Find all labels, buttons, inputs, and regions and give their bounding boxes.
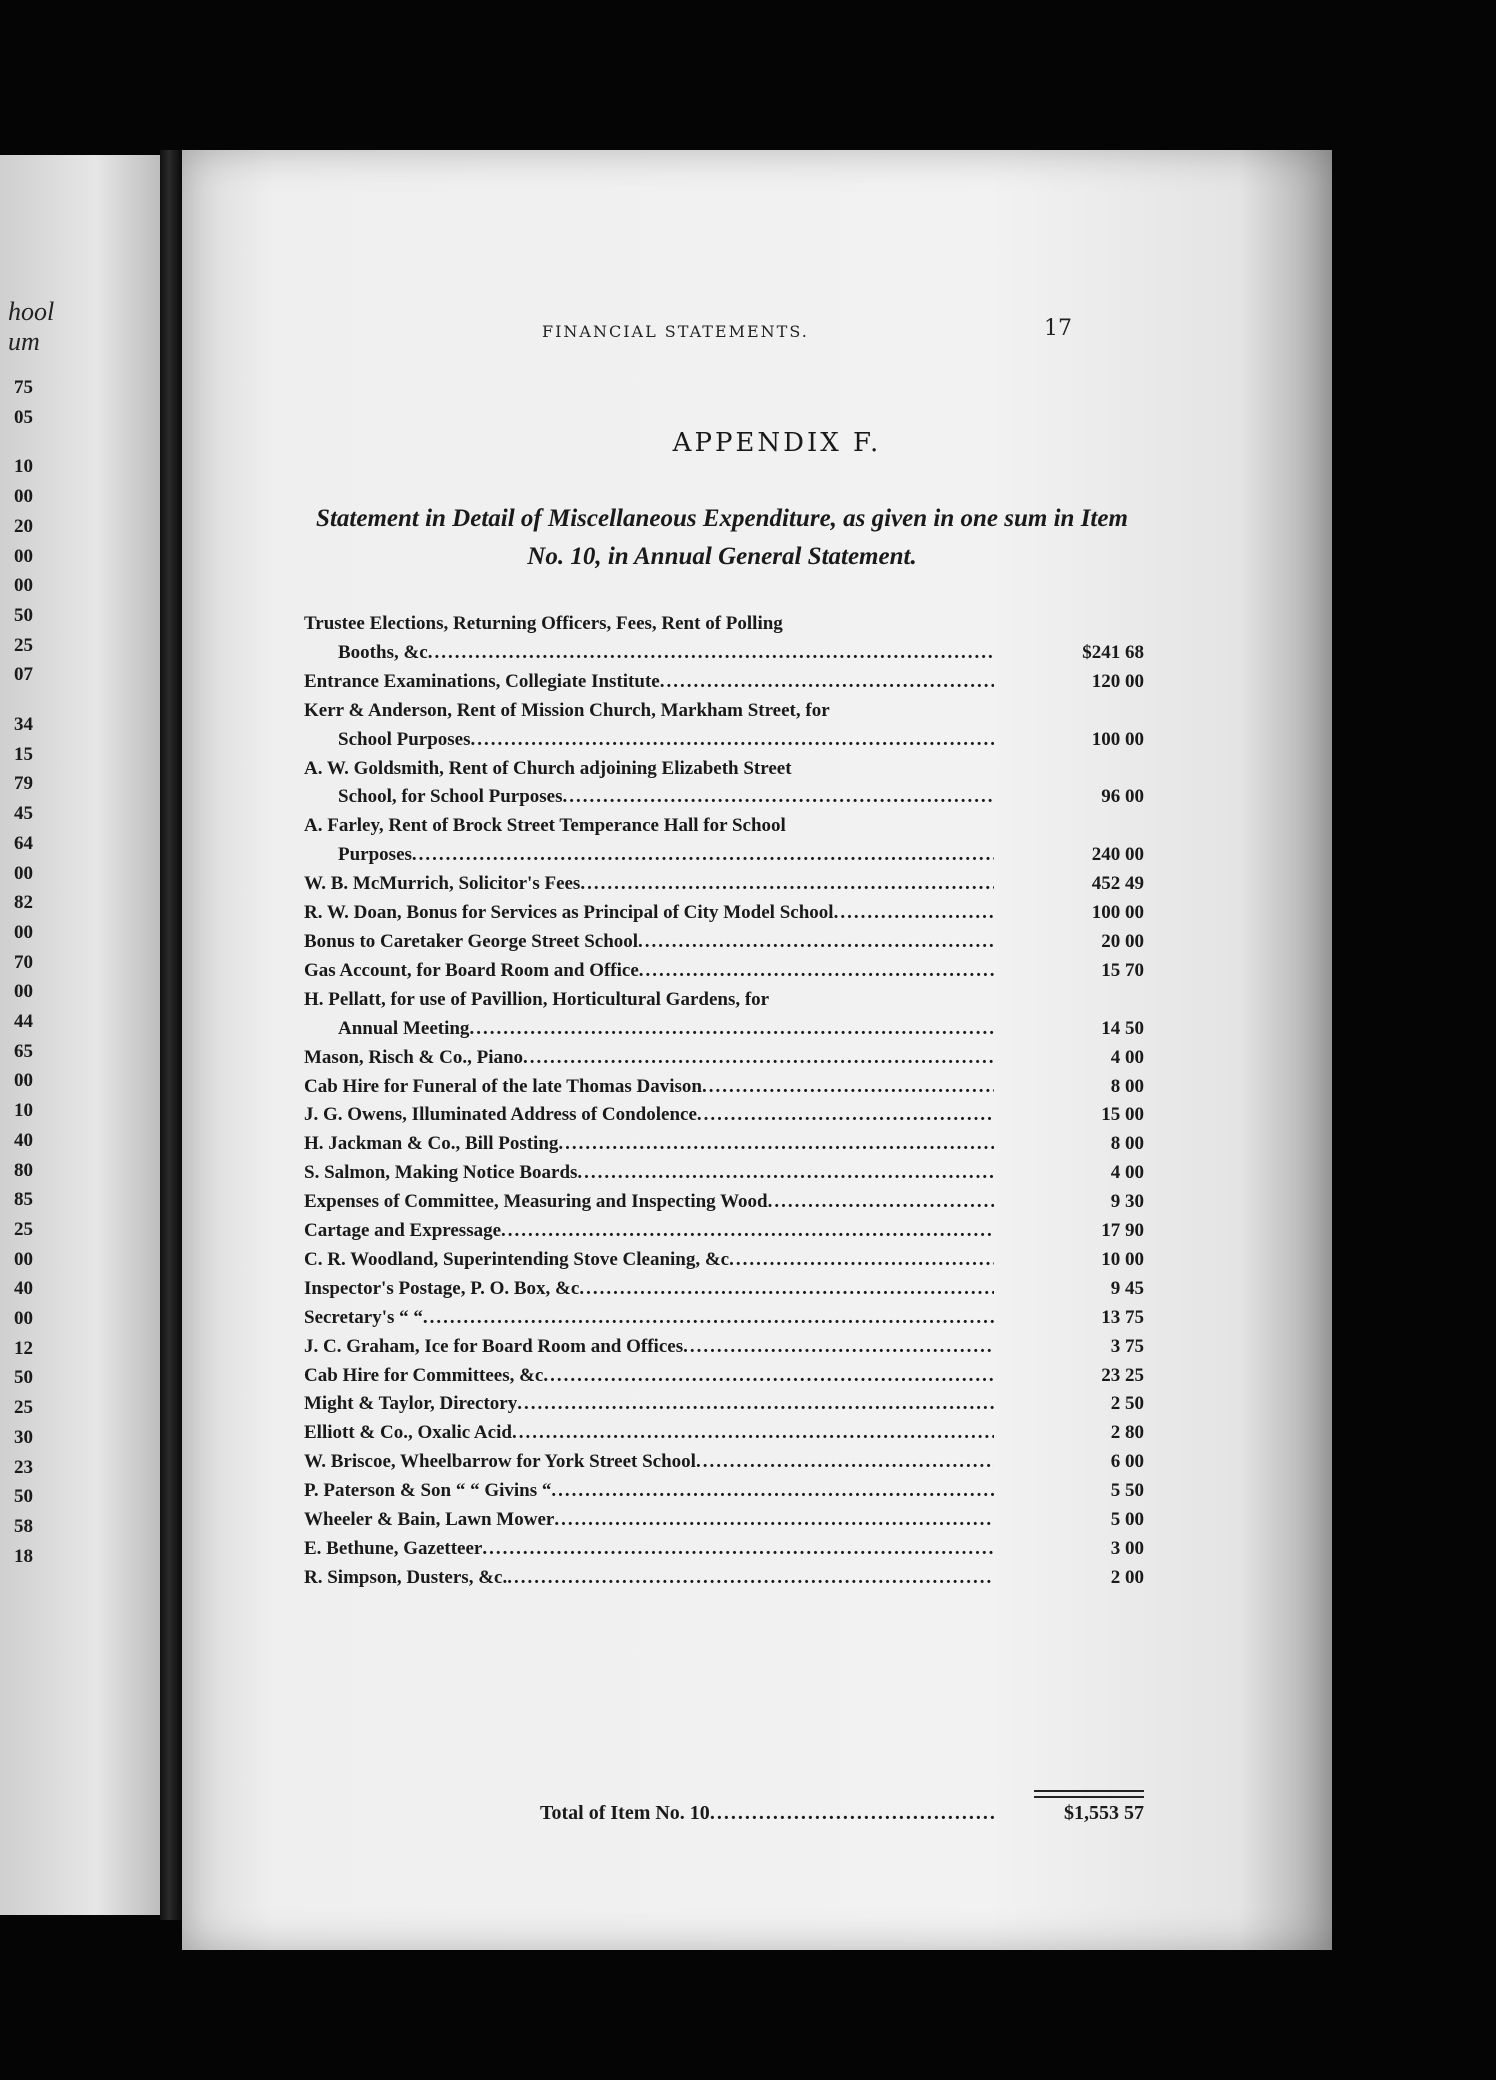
facing-page-number: 64 <box>14 832 33 854</box>
leader-dots <box>469 1015 994 1044</box>
ledger-row <box>304 755 1144 813</box>
entry-amount: 14 50 <box>1101 1017 1144 1039</box>
entry-description: E. Bethune, Gazetteer <box>304 1538 483 1559</box>
ledger-row <box>304 812 1144 870</box>
entry-description: Inspector's Postage, P. O. Box, &c <box>304 1277 580 1299</box>
entry-description: H. Jackman & Co., Bill Posting <box>304 1133 559 1155</box>
facing-page-number: 50 <box>14 1367 33 1389</box>
facing-page-number: 20 <box>14 515 33 537</box>
ledger-row <box>304 957 1144 986</box>
facing-page-number: 00 <box>14 921 33 943</box>
entry-description: A. W. Goldsmith, Rent of Church adjoining Elizabeth Street <box>304 757 792 779</box>
leader-dots <box>729 1246 994 1275</box>
ledger-row <box>304 1217 1144 1246</box>
facing-page-number: 25 <box>14 634 33 656</box>
entry-description: J. C. Graham, Ice for Board Room and Offices <box>304 1335 684 1357</box>
ledger-row <box>304 1506 1144 1535</box>
facing-page-number: 00 <box>14 545 33 567</box>
ledger-row <box>304 928 1144 957</box>
ledger-row <box>304 1188 1144 1217</box>
entry-amount: 3 75 <box>1110 1335 1144 1357</box>
entry-description: Secretary's “ “ <box>304 1306 423 1328</box>
running-title: FINANCIAL STATEMENTS. <box>542 322 809 341</box>
ledger-row <box>304 668 1144 697</box>
leader-dots <box>577 1159 994 1188</box>
entry-description: W. B. McMurrich, Solicitor's Fees <box>304 873 581 895</box>
leader-dots <box>412 841 994 870</box>
facing-page-number: 23 <box>14 1456 33 1478</box>
entry-description: C. R. Woodland, Superintending Stove Cleaning, &c <box>304 1248 730 1270</box>
entry-amount: 2 80 <box>1110 1422 1144 1444</box>
entry-description: Booths, &c <box>338 641 428 663</box>
entry-amount: 8 00 <box>1110 1075 1144 1097</box>
total-rule-bottom <box>1034 1796 1144 1798</box>
total-row <box>304 1802 1144 1825</box>
facing-page-number: 00 <box>14 486 33 508</box>
leader-dots <box>543 1362 994 1391</box>
entry-amount: 6 00 <box>1110 1451 1144 1473</box>
entry-description: R. Simpson, Dusters, &c. <box>304 1566 508 1588</box>
entry-description: S. Salmon, Making Notice Boards <box>304 1162 578 1184</box>
entry-amount: 8 00 <box>1110 1133 1144 1155</box>
ledger-row <box>304 1448 1144 1477</box>
leader-dots <box>702 1073 994 1102</box>
ledger-row <box>304 1390 1144 1419</box>
facing-page-header: hool <box>8 297 55 326</box>
facing-page-number: 00 <box>14 1308 33 1329</box>
entry-description: Kerr & Anderson, Rent of Mission Church, Markham Street, for <box>304 699 830 721</box>
ledger-row <box>304 1159 1144 1188</box>
facing-page-number: 58 <box>14 1515 33 1537</box>
facing-page-number: 80 <box>14 1159 33 1181</box>
entry-description: R. W. Doan, Bonus for Services as Principal of City Model School <box>304 902 834 924</box>
entry-amount: 3 00 <box>1110 1538 1144 1559</box>
leader-dots <box>428 639 994 668</box>
leader-dots <box>580 870 994 899</box>
entry-description: Expenses of Committee, Measuring and Inspecting Wood <box>304 1191 768 1213</box>
facing-page-number: 65 <box>14 1040 33 1062</box>
entry-description: P. Paterson & Son “ “ Givins “ <box>304 1480 552 1502</box>
entry-amount: 2 00 <box>1110 1566 1144 1588</box>
ledger-row <box>304 986 1144 1044</box>
facing-page-number: 10 <box>14 456 33 478</box>
entry-amount: 452 49 <box>1091 873 1144 895</box>
entry-amount: 9 45 <box>1110 1277 1144 1299</box>
facing-page-number: 79 <box>14 773 33 795</box>
ledger-row <box>304 697 1144 755</box>
facing-page-number: 00 <box>14 862 33 884</box>
facing-page-number: 00 <box>14 1070 33 1092</box>
entry-description: Might & Taylor, Directory <box>304 1393 518 1415</box>
entry-description: Gas Account, for Board Room and Office <box>304 959 639 981</box>
facing-page-number: 85 <box>14 1189 33 1211</box>
leader-dots <box>471 726 995 755</box>
ledger-row <box>304 1246 1144 1275</box>
ledger-row <box>304 1275 1144 1304</box>
facing-page-number: 75 <box>14 377 33 398</box>
total-amount: $1,553 57 <box>1064 1802 1144 1824</box>
appendix-title: APPENDIX F. <box>672 428 882 458</box>
facing-page-fragment <box>0 155 160 1915</box>
entry-description: H. Pellatt, for use of Pavillion, Horticultural Gardens, for <box>304 988 770 1010</box>
facing-page-number: 70 <box>14 951 33 973</box>
statement-subtitle: Statement in Detail of Miscellaneous Expenditure, as given in one sum in Item No. 10, in Annual General Statement. <box>316 505 1128 570</box>
leader-dots <box>696 1448 994 1477</box>
facing-page-number: 40 <box>14 1278 33 1300</box>
leader-dots <box>523 1044 994 1073</box>
entry-description: Cab Hire for Committees, &c <box>304 1364 544 1386</box>
leader-dots <box>507 1564 994 1593</box>
facing-page-number: 00 <box>14 981 33 1003</box>
leader-dots <box>512 1419 994 1448</box>
ledger-row <box>304 870 1144 899</box>
entry-description: Trustee Elections, Returning Officers, Fees, Rent of Polling <box>304 613 783 634</box>
facing-page-header: um <box>8 327 40 356</box>
entry-amount: 13 75 <box>1101 1306 1144 1328</box>
facing-page-number: 44 <box>14 1011 33 1032</box>
ledger-row <box>304 1477 1144 1506</box>
entry-description: Cartage and Expressage <box>304 1220 502 1242</box>
entry-description: J. G. Owens, Illuminated Address of Condolence <box>304 1104 697 1126</box>
facing-page-number: 50 <box>14 604 33 626</box>
facing-page-number: 07 <box>14 664 33 686</box>
facing-page-number: 34 <box>14 714 33 735</box>
facing-page-number: 25 <box>14 1397 33 1419</box>
entry-amount: 5 50 <box>1110 1480 1144 1502</box>
ledger-row <box>304 899 1144 928</box>
entry-amount: 100 00 <box>1091 728 1144 750</box>
facing-page-number: 05 <box>14 406 33 428</box>
entry-description: School Purposes <box>338 728 471 750</box>
entry-amount: 4 00 <box>1110 1046 1144 1068</box>
entry-description: School, for School Purposes <box>338 786 563 808</box>
leader-dots <box>551 1477 994 1506</box>
entry-amount: 240 00 <box>1091 844 1144 866</box>
entry-amount: 10 00 <box>1101 1248 1144 1270</box>
facing-page-number: 18 <box>14 1545 33 1567</box>
leader-dots <box>517 1390 994 1419</box>
entry-description: Purposes <box>338 844 412 866</box>
facing-page-number: 10 <box>14 1100 33 1122</box>
facing-page-number: 00 <box>14 575 33 597</box>
entry-description: Entrance Examinations, Collegiate Institute <box>304 670 660 692</box>
facing-page-number: 25 <box>14 1218 33 1240</box>
entry-description: Elliott & Co., Oxalic Acid <box>304 1422 512 1444</box>
facing-page-number: 82 <box>14 892 33 914</box>
expenditure-ledger <box>304 610 1144 1593</box>
leader-dots <box>558 1130 994 1159</box>
ledger-row <box>304 1130 1144 1159</box>
ledger-row <box>304 1333 1144 1362</box>
entry-description: Mason, Risch & Co., Piano <box>304 1046 524 1068</box>
leader-dots <box>482 1535 994 1564</box>
ledger-row <box>304 1073 1144 1102</box>
book-gutter <box>160 150 182 1920</box>
entry-amount: 9 30 <box>1110 1191 1144 1213</box>
ledger-row <box>304 1304 1144 1333</box>
entry-amount: $241 68 <box>1082 641 1144 663</box>
leader-dots <box>768 1188 994 1217</box>
total-rule-top <box>1034 1790 1144 1792</box>
page-number: 17 <box>1044 316 1072 341</box>
entry-description: Wheeler & Bain, Lawn Mower <box>304 1509 555 1531</box>
entry-amount: 20 00 <box>1101 930 1144 952</box>
leader-dots <box>423 1304 994 1333</box>
facing-page-number: 50 <box>14 1486 33 1508</box>
facing-page-number: 15 <box>14 743 33 765</box>
leader-dots <box>563 783 994 812</box>
entry-amount: 120 00 <box>1091 670 1144 692</box>
facing-page-number: 12 <box>14 1337 33 1359</box>
leader-dots <box>710 1802 994 1825</box>
page <box>182 150 1332 1950</box>
leader-dots <box>639 957 994 986</box>
ledger-row <box>304 1564 1144 1593</box>
entry-amount: 96 00 <box>1101 786 1144 808</box>
ledger-row <box>304 1535 1144 1564</box>
entry-amount: 15 70 <box>1101 959 1144 981</box>
entry-amount: 15 00 <box>1101 1104 1144 1126</box>
facing-page-number: 30 <box>14 1426 33 1448</box>
entry-amount: 2 50 <box>1110 1393 1144 1415</box>
leader-dots <box>554 1506 994 1535</box>
entry-amount: 23 25 <box>1101 1364 1144 1386</box>
ledger-row <box>304 1101 1144 1130</box>
entry-description: Cab Hire for Funeral of the late Thomas Davison <box>304 1075 702 1097</box>
entry-description: Bonus to Caretaker George Street School <box>304 930 639 952</box>
leader-dots <box>660 668 994 697</box>
leader-dots <box>501 1217 994 1246</box>
entry-amount: 17 90 <box>1101 1220 1144 1242</box>
facing-page-number: 00 <box>14 1248 33 1270</box>
total-label: Total of Item No. 10 <box>540 1802 710 1824</box>
leader-dots <box>683 1333 994 1362</box>
entry-description: A. Farley, Rent of Brock Street Temperance Hall for School <box>304 815 786 837</box>
entry-description: W. Briscoe, Wheelbarrow for York Street School <box>304 1451 696 1473</box>
leader-dots <box>834 899 994 928</box>
facing-page-number: 45 <box>14 803 33 825</box>
entry-amount: 5 00 <box>1110 1509 1144 1531</box>
leader-dots <box>638 928 994 957</box>
ledger-row <box>304 1362 1144 1391</box>
entry-amount: 100 00 <box>1091 902 1144 924</box>
facing-page-number: 40 <box>14 1129 33 1151</box>
entry-description: Annual Meeting <box>338 1017 470 1039</box>
ledger-row <box>304 1419 1144 1448</box>
ledger-row <box>304 1044 1144 1073</box>
entry-amount: 4 00 <box>1110 1162 1144 1184</box>
leader-dots <box>579 1275 994 1304</box>
ledger-row <box>304 610 1144 668</box>
leader-dots <box>697 1101 994 1130</box>
